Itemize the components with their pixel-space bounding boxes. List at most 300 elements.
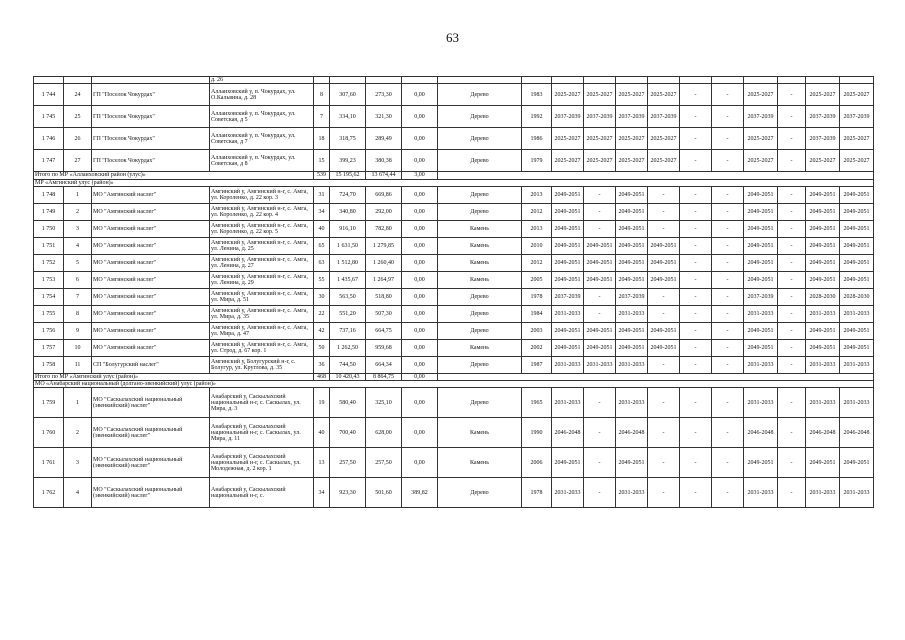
period-9: 2046-2048 <box>806 418 840 448</box>
table-row <box>34 106 874 128</box>
residential-area: 325,10 <box>366 388 402 418</box>
empty-cell <box>522 77 552 84</box>
period-6: - <box>712 418 744 448</box>
period-9: 2031-2033 <box>806 478 840 508</box>
floors: 7 <box>314 106 330 128</box>
address: Амгинский у, Амгинский н-г, с. Амга, ул. Мира, д. 47 <box>210 322 314 339</box>
period-3: 2049-2051 <box>616 186 648 203</box>
empty-cell <box>712 77 744 84</box>
period-1: 2037-2039 <box>552 106 584 128</box>
residential-area: 1 264,97 <box>366 271 402 288</box>
table-row <box>34 478 874 508</box>
year-built: 1965 <box>522 388 552 418</box>
residential-area: 507,30 <box>366 305 402 322</box>
address: Амгинский у, Амгинский н-г, с. Амга, ул. Короленко, д. 22 кор. 3 <box>210 186 314 203</box>
period-8: - <box>778 106 806 128</box>
section-title: МО «Анабарский национальный (долгано-эвенкийский) улус (район)» <box>34 381 874 388</box>
municipality: МО "Амгинский наслег" <box>92 186 210 203</box>
total-area: 1 631,50 <box>330 237 366 254</box>
emergency-area: 0,00 <box>402 186 438 203</box>
total-area: 1 435,67 <box>330 271 366 288</box>
municipality: МО "Амгинский наслег" <box>92 237 210 254</box>
period-6: - <box>712 128 744 150</box>
period-5: - <box>680 288 712 305</box>
period-3: 2049-2051 <box>616 254 648 271</box>
year-built: 2013 <box>522 220 552 237</box>
period-6: - <box>712 322 744 339</box>
period-3: 2037-2039 <box>616 288 648 305</box>
period-1: 2046-2048 <box>552 418 584 448</box>
floors: 42 <box>314 322 330 339</box>
period-8: - <box>778 271 806 288</box>
floors: 40 <box>314 220 330 237</box>
residential-area: 782,80 <box>366 220 402 237</box>
period-5: - <box>680 186 712 203</box>
residential-area: 289,49 <box>366 128 402 150</box>
row-number: 1 759 <box>34 388 64 418</box>
period-9: 2049-2051 <box>806 186 840 203</box>
total-area: 551,20 <box>330 305 366 322</box>
residential-area: 321,30 <box>366 106 402 128</box>
municipality: МО "Амгинский наслег" <box>92 305 210 322</box>
period-6: - <box>712 448 744 478</box>
period-9: 2049-2051 <box>806 203 840 220</box>
emergency-area: 389,82 <box>402 478 438 508</box>
year-built: 1979 <box>522 150 552 172</box>
emergency-area: 0,00 <box>402 220 438 237</box>
period-7: 2031-2033 <box>744 478 778 508</box>
row-index: 8 <box>64 305 92 322</box>
row-index: 27 <box>64 150 92 172</box>
period-2: - <box>584 478 616 508</box>
total-area: 1 262,50 <box>330 339 366 356</box>
period-8: - <box>778 128 806 150</box>
period-2: - <box>584 186 616 203</box>
floors: 34 <box>314 478 330 508</box>
period-1: 2049-2051 <box>552 237 584 254</box>
period-5: - <box>680 84 712 106</box>
period-1: 2031-2033 <box>552 388 584 418</box>
period-4: - <box>648 288 680 305</box>
period-2: 2049-2051 <box>584 237 616 254</box>
year-built: 2002 <box>522 339 552 356</box>
period-7: 2046-2048 <box>744 418 778 448</box>
wall-material: Дерево <box>438 186 522 203</box>
residential-area: 292,00 <box>366 203 402 220</box>
floors: 15 <box>314 150 330 172</box>
period-9: 2049-2051 <box>806 322 840 339</box>
address: Анабарский у, Саскылахский национальный н-г, с. <box>210 478 314 508</box>
emergency-area: 0,00 <box>402 106 438 128</box>
period-10: 2025-2027 <box>840 128 874 150</box>
period-4: 2025-2027 <box>648 150 680 172</box>
address: Амгинский у, Амгинский н-г, с. Амга, ул. Ленина, д. 29 <box>210 271 314 288</box>
period-6: - <box>712 84 744 106</box>
residential-area: 959,68 <box>366 339 402 356</box>
period-9: 2049-2051 <box>806 220 840 237</box>
municipality: МО "Саскылахский национальный (эвенкийский) наслег" <box>92 478 210 508</box>
total-area: 334,10 <box>330 106 366 128</box>
row-index: 3 <box>64 220 92 237</box>
period-2: 2025-2027 <box>584 128 616 150</box>
row-index: 9 <box>64 322 92 339</box>
emergency-area: 0,00 <box>402 339 438 356</box>
period-8: - <box>778 203 806 220</box>
period-1: 2025-2027 <box>552 84 584 106</box>
municipality: МО "Саскылахский национальный (эвенкийский) наслег" <box>92 418 210 448</box>
total-label: Итого по МР «Аллаиховский район (улус)» <box>34 172 314 179</box>
empty-cell <box>438 77 522 84</box>
period-8: - <box>778 186 806 203</box>
residential-area: 1 260,40 <box>366 254 402 271</box>
period-5: - <box>680 271 712 288</box>
period-6: - <box>712 254 744 271</box>
empty-cell <box>648 77 680 84</box>
row-number: 1 753 <box>34 271 64 288</box>
row-number: 1 744 <box>34 84 64 106</box>
year-built: 2003 <box>522 322 552 339</box>
row-index: 10 <box>64 339 92 356</box>
empty-cell <box>34 77 64 84</box>
empty-cell <box>744 77 778 84</box>
row-index: 2 <box>64 203 92 220</box>
period-6: - <box>712 271 744 288</box>
address: Аллаиховский у, п. Чокурдах, ул. Советская, д 7 <box>210 128 314 150</box>
address: Амгинский у, Болугурский н-г, с. Болугур, ул. Круглова, д. 35 <box>210 356 314 373</box>
wall-material: Дерево <box>438 128 522 150</box>
table-row <box>34 322 874 339</box>
wall-material: Дерево <box>438 388 522 418</box>
municipality: МО "Амгинский наслег" <box>92 288 210 305</box>
wall-material: Дерево <box>438 288 522 305</box>
row-number: 1 749 <box>34 203 64 220</box>
period-7: 2025-2027 <box>744 128 778 150</box>
row-number: 1 746 <box>34 128 64 150</box>
period-9: 2049-2051 <box>806 448 840 478</box>
total-area: 700,40 <box>330 418 366 448</box>
period-9: 2049-2051 <box>806 254 840 271</box>
period-6: - <box>712 388 744 418</box>
table-row <box>34 186 874 203</box>
year-built: 2005 <box>522 271 552 288</box>
emergency-area: 0,00 <box>402 356 438 373</box>
period-10: 2049-2051 <box>840 271 874 288</box>
period-10: 2031-2033 <box>840 388 874 418</box>
table-row <box>34 388 874 418</box>
wall-material: Дерево <box>438 150 522 172</box>
period-4: - <box>648 305 680 322</box>
period-1: 2049-2051 <box>552 203 584 220</box>
period-10: 2046-2048 <box>840 418 874 448</box>
period-10: 2049-2051 <box>840 203 874 220</box>
floors: 31 <box>314 186 330 203</box>
municipality: МО "Саскылахский национальный (эвенкийский) наслег" <box>92 388 210 418</box>
period-2: 2049-2051 <box>584 271 616 288</box>
period-8: - <box>778 356 806 373</box>
period-7: 2049-2051 <box>744 448 778 478</box>
period-2: - <box>584 418 616 448</box>
emergency-area: 0,00 <box>402 254 438 271</box>
period-10: 2049-2051 <box>840 186 874 203</box>
period-2: - <box>584 448 616 478</box>
period-9: 2037-2039 <box>806 106 840 128</box>
empty-cell <box>92 77 210 84</box>
floors: 22 <box>314 305 330 322</box>
year-built: 1978 <box>522 478 552 508</box>
year-built: 2013 <box>522 186 552 203</box>
floors: 63 <box>314 254 330 271</box>
row-number: 1 762 <box>34 478 64 508</box>
period-6: - <box>712 478 744 508</box>
period-7: 2037-2039 <box>744 288 778 305</box>
period-8: - <box>778 322 806 339</box>
period-2: 2037-2039 <box>584 106 616 128</box>
section-title: МР «Амгинский улус (район)» <box>34 179 874 186</box>
row-index: 5 <box>64 254 92 271</box>
period-1: 2049-2051 <box>552 271 584 288</box>
period-1: 2025-2027 <box>552 150 584 172</box>
period-3: 2046-2048 <box>616 418 648 448</box>
period-5: - <box>680 106 712 128</box>
total-empty <box>438 373 874 380</box>
period-10: 2025-2027 <box>840 84 874 106</box>
period-3: 2049-2051 <box>616 339 648 356</box>
period-1: 2031-2033 <box>552 305 584 322</box>
emergency-area: 0,00 <box>402 288 438 305</box>
register-table <box>33 76 874 508</box>
address: Амгинский у, Амгинский н-г, с. Амга, ул. Ленина, д. 25 <box>210 237 314 254</box>
period-4: - <box>648 356 680 373</box>
wall-material: Дерево <box>438 305 522 322</box>
period-8: - <box>778 288 806 305</box>
period-4: - <box>648 478 680 508</box>
period-10: 2037-2039 <box>840 106 874 128</box>
municipality: МО "Саскылахский национальный (эвенкийский) наслег" <box>92 448 210 478</box>
row-index: 25 <box>64 106 92 128</box>
period-8: - <box>778 237 806 254</box>
row-number: 1 755 <box>34 305 64 322</box>
total-label: Итого по МР «Амгинский улус (район)» <box>34 373 314 380</box>
residential-area: 380,38 <box>366 150 402 172</box>
municipality: МО "Амгинский наслег" <box>92 254 210 271</box>
total-area: 563,50 <box>330 288 366 305</box>
row-index: 26 <box>64 128 92 150</box>
period-8: - <box>778 388 806 418</box>
period-10: 2028-2030 <box>840 288 874 305</box>
residential-area: 1 279,85 <box>366 237 402 254</box>
year-built: 1987 <box>522 356 552 373</box>
year-built: 2012 <box>522 203 552 220</box>
period-10: 2049-2051 <box>840 339 874 356</box>
period-4: 2049-2051 <box>648 322 680 339</box>
period-3: 2025-2027 <box>616 84 648 106</box>
floors: 40 <box>314 418 330 448</box>
row-index: 6 <box>64 271 92 288</box>
floors: 8 <box>314 84 330 106</box>
address: Амгинский у, Амгинский н-г, с. Амга, ул. Короленко, д. 22 кор. 4 <box>210 203 314 220</box>
empty-cell <box>330 77 366 84</box>
table-row <box>34 305 874 322</box>
total-area: 737,16 <box>330 322 366 339</box>
total-area: 340,80 <box>330 203 366 220</box>
empty-cell <box>778 77 806 84</box>
empty-cell <box>366 77 402 84</box>
total-empty <box>438 172 874 179</box>
period-1: 2049-2051 <box>552 448 584 478</box>
emergency-area: 0,00 <box>402 128 438 150</box>
period-4: 2049-2051 <box>648 339 680 356</box>
municipality: ГП "Поселок Чокурдах" <box>92 128 210 150</box>
period-9: 2031-2033 <box>806 305 840 322</box>
empty-cell <box>584 77 616 84</box>
total-row <box>34 373 874 380</box>
period-7: 2049-2051 <box>744 203 778 220</box>
period-7: 2049-2051 <box>744 237 778 254</box>
row-number: 1 760 <box>34 418 64 448</box>
row-index: 1 <box>64 186 92 203</box>
total-area: 318,75 <box>330 128 366 150</box>
period-10: 2031-2033 <box>840 356 874 373</box>
period-3: 2049-2051 <box>616 271 648 288</box>
address: Анабарский у, Саскылахский национальный н-г, с. Саскылах, ул. Мира, д. 3 <box>210 388 314 418</box>
period-5: - <box>680 128 712 150</box>
total-area: 10 420,43 <box>330 373 366 380</box>
row-number: 1 754 <box>34 288 64 305</box>
wall-material: Камень <box>438 254 522 271</box>
wall-material: Камень <box>438 418 522 448</box>
period-6: - <box>712 237 744 254</box>
period-1: 2049-2051 <box>552 186 584 203</box>
year-built: 1978 <box>522 288 552 305</box>
total-area-res: 8 864,75 <box>366 373 402 380</box>
period-10: 2031-2033 <box>840 305 874 322</box>
period-8: - <box>778 448 806 478</box>
residential-area: 664,75 <box>366 322 402 339</box>
wall-material: Камень <box>438 339 522 356</box>
period-1: 2031-2033 <box>552 478 584 508</box>
residential-area: 273,30 <box>366 84 402 106</box>
period-2: 2049-2051 <box>584 254 616 271</box>
row-number: 1 748 <box>34 186 64 203</box>
municipality: СП "Болугурский наслег" <box>92 356 210 373</box>
address: Аллаиховский у, п. Чокурдах, ул. Советская, д 8 <box>210 150 314 172</box>
empty-cell <box>64 77 92 84</box>
wall-material: Дерево <box>438 478 522 508</box>
total-area: 724,70 <box>330 186 366 203</box>
period-4: 2049-2051 <box>648 271 680 288</box>
address: д. 26 <box>210 77 314 84</box>
wall-material: Камень <box>438 237 522 254</box>
period-9: 2025-2027 <box>806 84 840 106</box>
period-6: - <box>712 356 744 373</box>
period-8: - <box>778 305 806 322</box>
floors: 30 <box>314 288 330 305</box>
period-7: 2049-2051 <box>744 322 778 339</box>
floors: 50 <box>314 339 330 356</box>
municipality: ГП "Поселок Чокурдах" <box>92 150 210 172</box>
row-index: 4 <box>64 478 92 508</box>
period-8: - <box>778 339 806 356</box>
floors: 19 <box>314 388 330 418</box>
year-built: 2012 <box>522 254 552 271</box>
residential-area: 501,60 <box>366 478 402 508</box>
year-built: 1986 <box>522 128 552 150</box>
period-5: - <box>680 356 712 373</box>
table-row <box>34 220 874 237</box>
address: Анабарский у, Саскылахский национальный н-г, с. Саскылах, ул. Мира, д. 11 <box>210 418 314 448</box>
empty-cell <box>314 77 330 84</box>
total-area: 257,50 <box>330 448 366 478</box>
period-1: 2049-2051 <box>552 254 584 271</box>
table-row <box>34 254 874 271</box>
period-2: - <box>584 305 616 322</box>
period-6: - <box>712 150 744 172</box>
emergency-area: 0,00 <box>402 388 438 418</box>
table-row <box>34 203 874 220</box>
emergency-area: 0,00 <box>402 237 438 254</box>
year-built: 1983 <box>522 84 552 106</box>
municipality: МО "Амгинский наслег" <box>92 220 210 237</box>
row-number: 1 761 <box>34 448 64 478</box>
period-10: 2049-2051 <box>840 448 874 478</box>
row-number: 1 756 <box>34 322 64 339</box>
section-row <box>34 381 874 388</box>
period-5: - <box>680 220 712 237</box>
period-8: - <box>778 478 806 508</box>
period-5: - <box>680 478 712 508</box>
period-3: 2049-2051 <box>616 322 648 339</box>
municipality: МО "Амгинский наслег" <box>92 203 210 220</box>
period-5: - <box>680 203 712 220</box>
row-index: 24 <box>64 84 92 106</box>
row-number: 1 751 <box>34 237 64 254</box>
empty-cell <box>402 77 438 84</box>
period-8: - <box>778 84 806 106</box>
period-7: 2049-2051 <box>744 339 778 356</box>
period-3: 2049-2051 <box>616 237 648 254</box>
address: Анабарский у, Саскылахский национальный н-г, с. Саскылах, ул. Молодежная, д. 2 кор. 1 <box>210 448 314 478</box>
period-5: - <box>680 322 712 339</box>
residential-area: 518,80 <box>366 288 402 305</box>
period-2: - <box>584 220 616 237</box>
row-number: 1 747 <box>34 150 64 172</box>
period-4: - <box>648 186 680 203</box>
period-7: 2037-2039 <box>744 106 778 128</box>
period-6: - <box>712 203 744 220</box>
period-2: - <box>584 203 616 220</box>
period-3: 2031-2033 <box>616 356 648 373</box>
row-number: 1 745 <box>34 106 64 128</box>
address: Амгинский у, Амгинский н-г, с. Амга, ул. Мира, д. 35 <box>210 305 314 322</box>
period-8: - <box>778 150 806 172</box>
table-row <box>34 448 874 478</box>
period-3: 2049-2051 <box>616 220 648 237</box>
period-10: 2049-2051 <box>840 220 874 237</box>
period-6: - <box>712 288 744 305</box>
period-3: 2025-2027 <box>616 150 648 172</box>
table-row <box>34 418 874 448</box>
empty-cell <box>806 77 840 84</box>
period-6: - <box>712 305 744 322</box>
emergency-area: 0,00 <box>402 271 438 288</box>
table-row <box>34 237 874 254</box>
period-2: - <box>584 288 616 305</box>
row-index: 3 <box>64 448 92 478</box>
period-1: 2037-2039 <box>552 288 584 305</box>
table-row <box>34 150 874 172</box>
period-1: 2025-2027 <box>552 128 584 150</box>
period-4: 2049-2051 <box>648 237 680 254</box>
